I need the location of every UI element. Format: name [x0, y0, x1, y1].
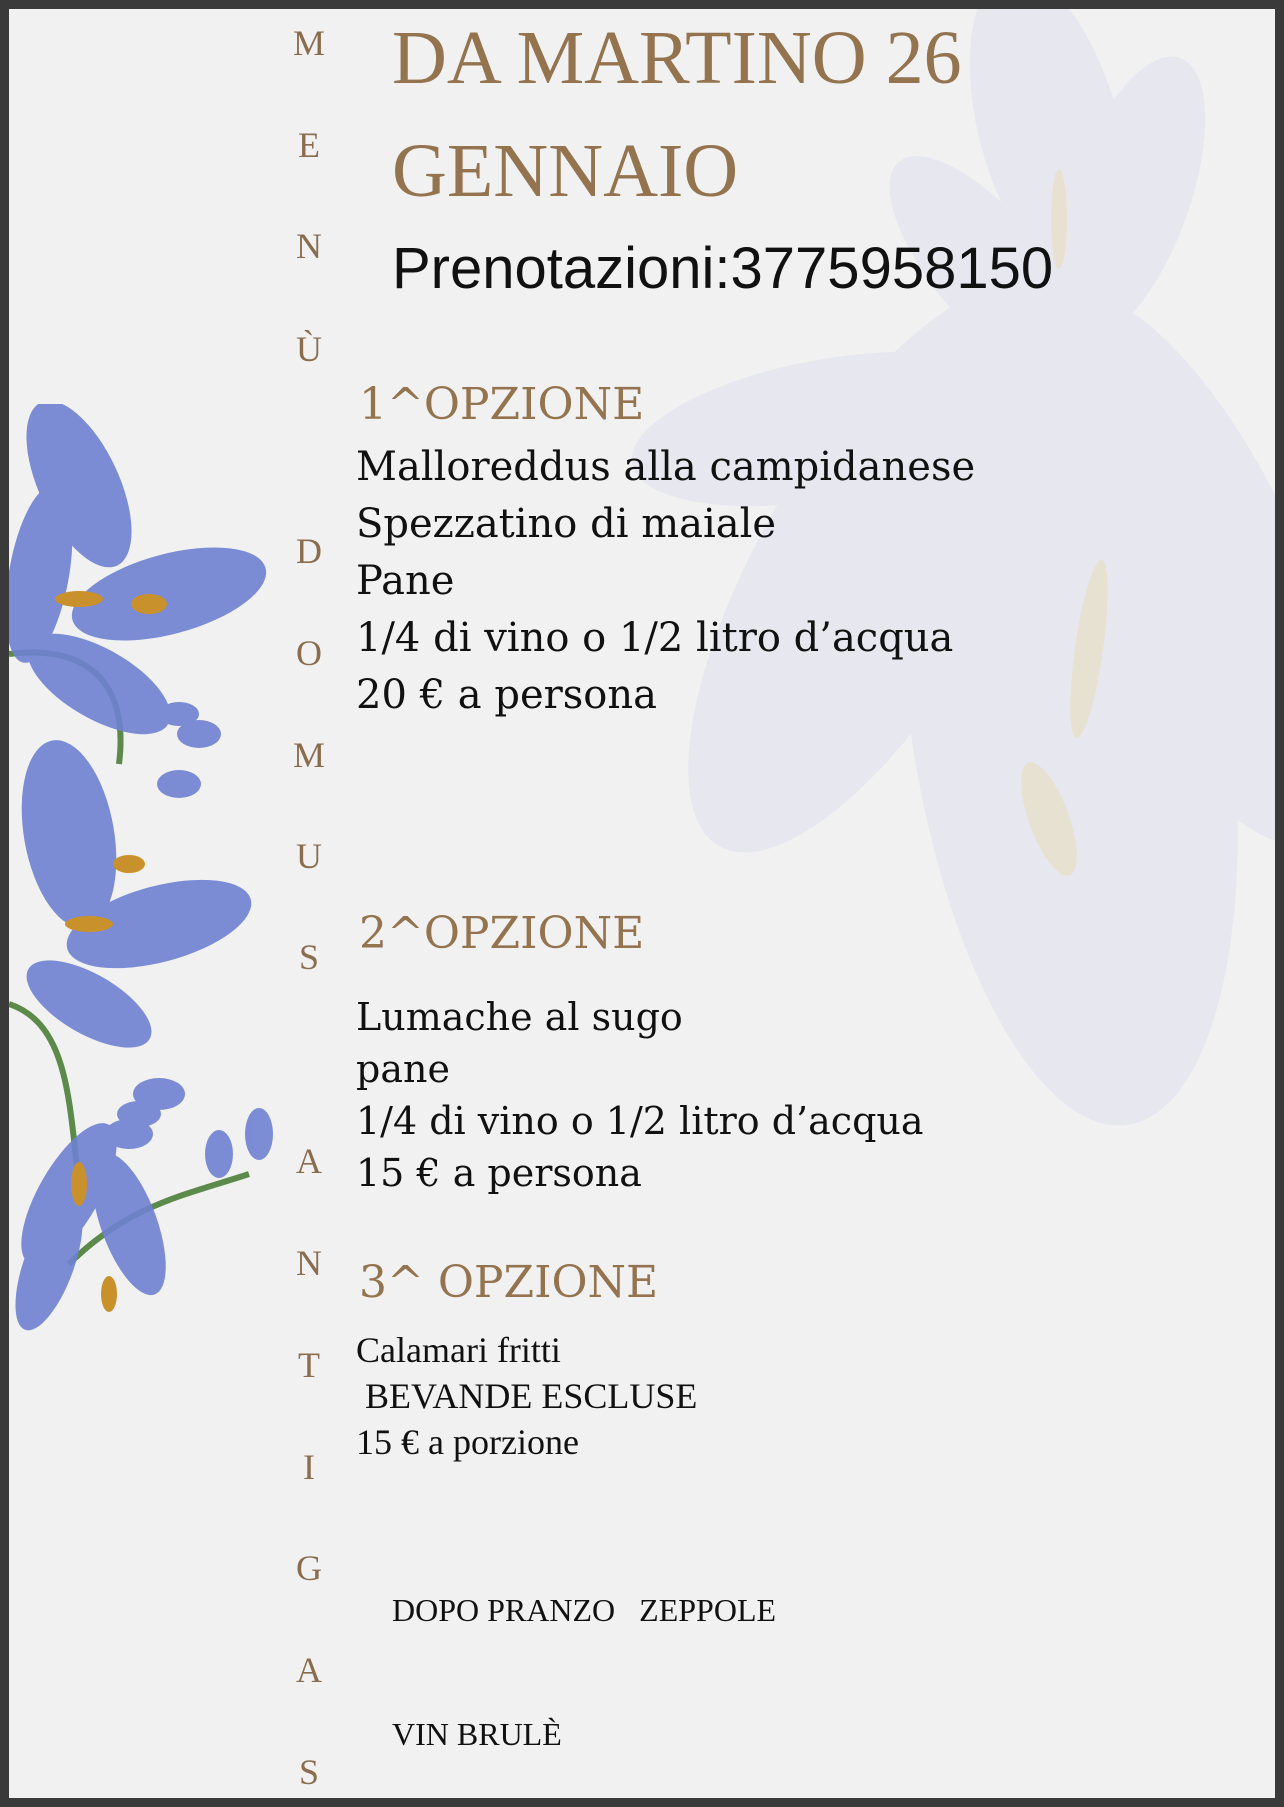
- vertical-letter: U: [296, 836, 322, 876]
- menu-item: Spezzatino di maiale: [356, 501, 777, 547]
- vertical-letter: M: [292, 735, 325, 775]
- vertical-letter: Ù: [296, 329, 322, 369]
- price: 20 € a persona: [356, 672, 657, 718]
- blue-flower-decoration: [9, 404, 299, 1364]
- option-2-items: [356, 991, 924, 1199]
- reservation-phone: Prenotazioni:3775958150: [392, 236, 1054, 301]
- vertical-letter: N: [296, 1243, 322, 1283]
- menu-page: [9, 9, 1275, 1798]
- page-title-line-2: GENNAIO: [392, 129, 739, 213]
- menu-item: 1/4 di vino o 1/2 litro d’acqua: [356, 615, 954, 661]
- vertical-letter: S: [298, 937, 320, 977]
- price: 15 € a porzione: [356, 1422, 579, 1462]
- menu-item: Lumache al sugo: [356, 995, 683, 1039]
- menu-item: BEVANDE ESCLUSE: [356, 1376, 698, 1416]
- page-title-line-1: DA MARTINO 26: [392, 16, 962, 100]
- vertical-letter: O: [296, 633, 322, 673]
- menu-item: Malloreddus alla campidanese: [356, 444, 976, 490]
- price: 15 € a persona: [356, 1151, 642, 1195]
- vertical-letter: G: [296, 1548, 322, 1588]
- vin-brule-note: VIN BRULÈ: [392, 1716, 562, 1752]
- vertical-letter: A: [296, 1650, 322, 1690]
- menu-item: Pane: [356, 558, 455, 604]
- vertical-letter: T: [298, 1345, 320, 1385]
- vertical-letter: E: [298, 125, 320, 165]
- menu-item: pane: [356, 1047, 450, 1091]
- option-1-items: [356, 439, 975, 724]
- option-1-heading: 1^OPZIONE: [359, 379, 645, 430]
- option-3-items: [356, 1327, 697, 1465]
- option-2-heading: 2^OPZIONE: [359, 908, 645, 959]
- vertical-letter: S: [298, 1752, 320, 1792]
- vertical-letter: N: [296, 226, 322, 266]
- vertical-letter: A: [296, 1141, 322, 1181]
- vertical-letter: M: [292, 23, 325, 63]
- vertical-title: [279, 15, 339, 1798]
- vertical-letter: D: [296, 531, 322, 571]
- after-lunch-note: DOPO PRANZO ZEPPOLE: [392, 1592, 777, 1628]
- option-3-heading: 3^ OPZIONE: [359, 1257, 659, 1308]
- menu-item: Calamari fritti: [356, 1330, 561, 1370]
- vertical-letter: I: [303, 1447, 315, 1487]
- menu-item: 1/4 di vino o 1/2 litro d’acqua: [356, 1099, 924, 1143]
